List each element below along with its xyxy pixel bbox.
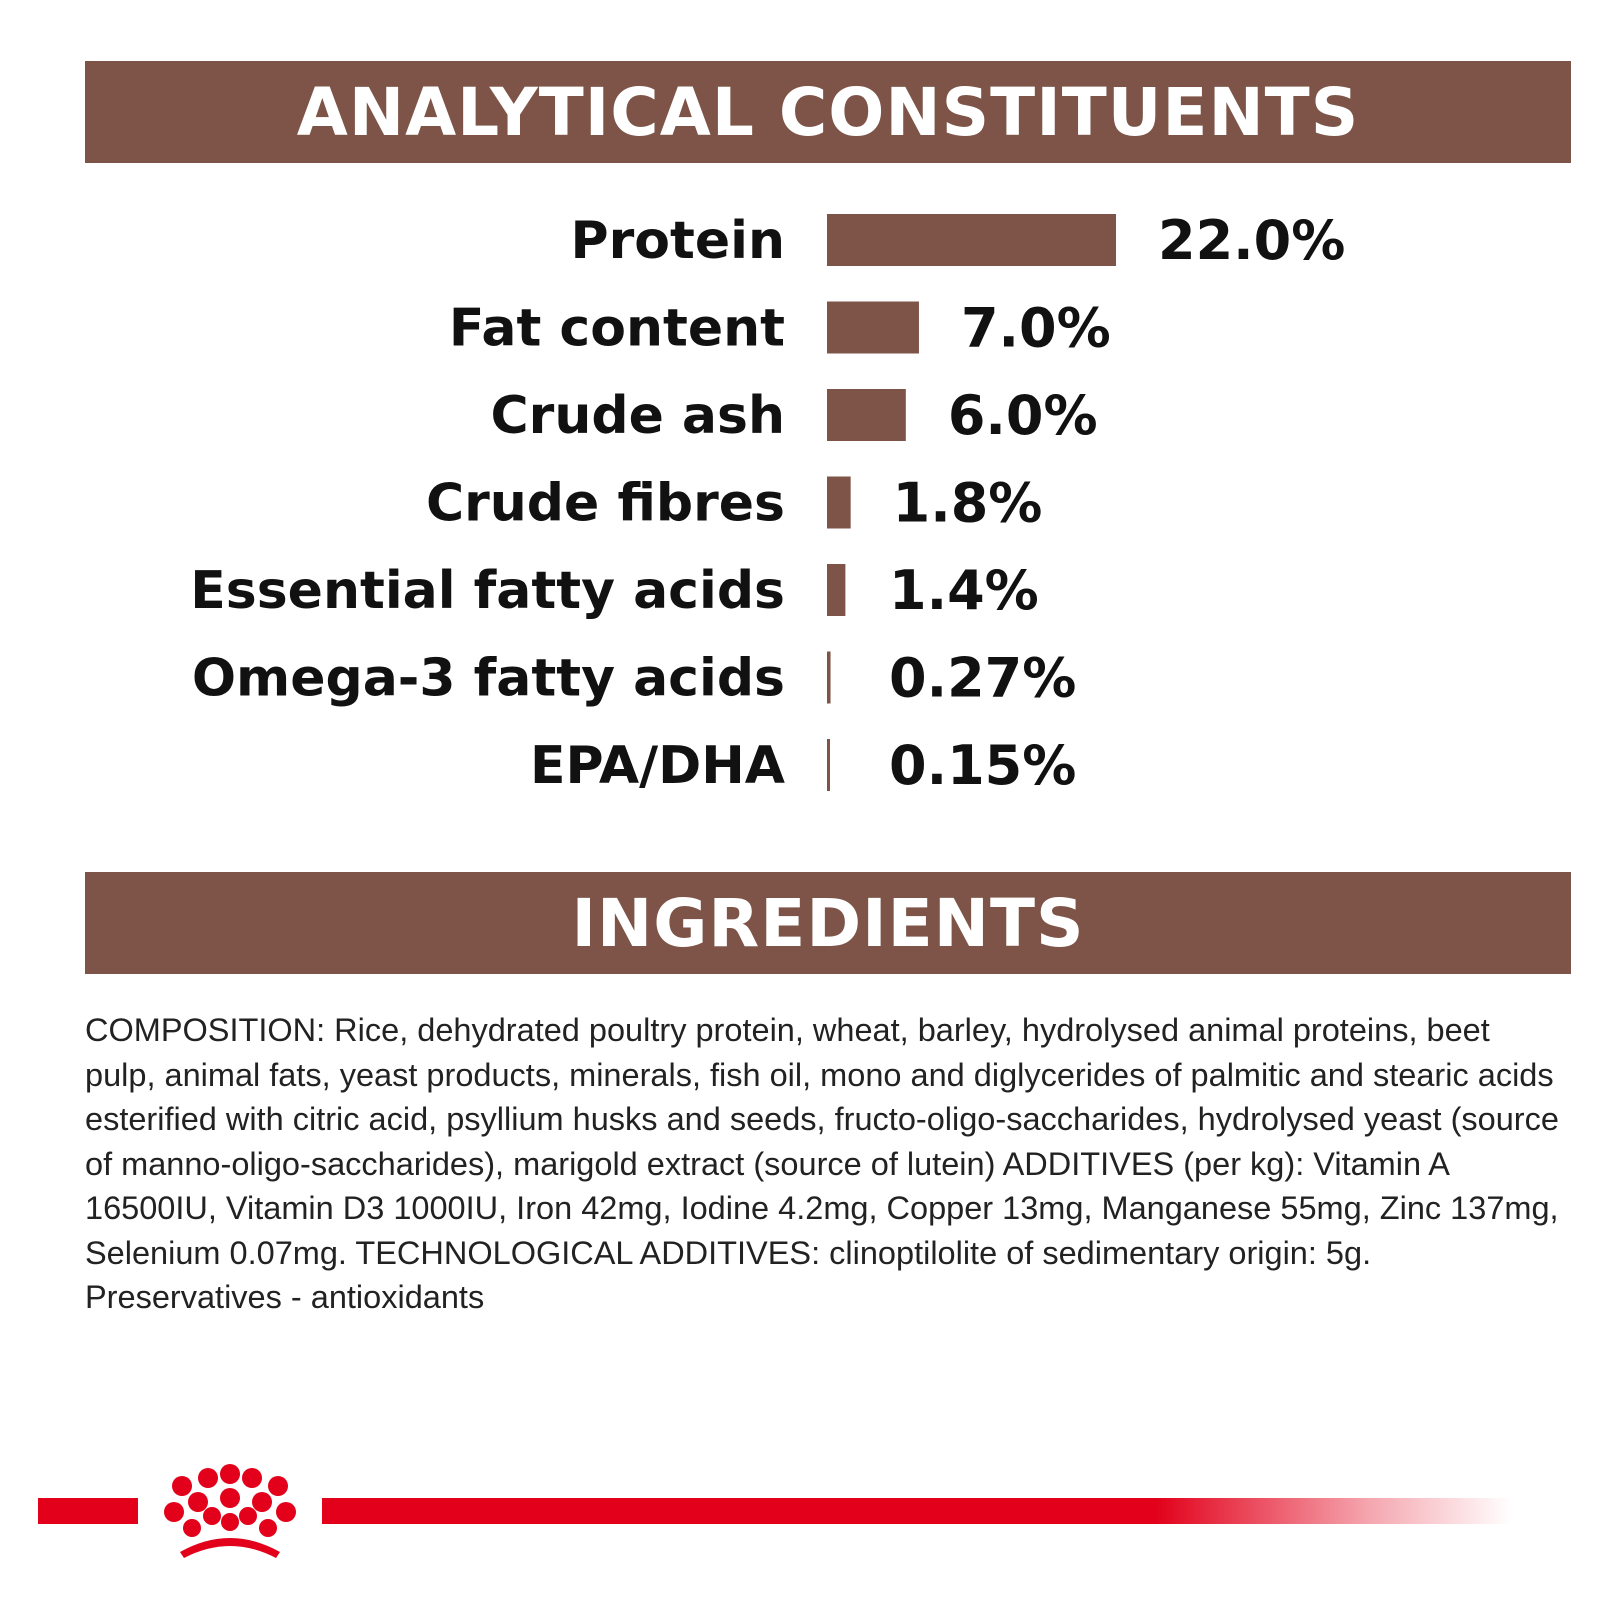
nutrient-label: Protein — [570, 211, 785, 271]
nutrient-label: Omega-3 fatty acids — [191, 648, 785, 709]
nutrient-value-label: 0.15% — [889, 734, 1077, 797]
composition-text: COMPOSITION: Rice, dehydrated poultry protein, wheat, barley, hydrolysed animal proteins, beet pulp, animal fats, yeast products, minerals, fish oil, mono and diglycerides of palmitic and stearic acids esterified with citric acid, psyllium husks and seeds, fructo-oligo-saccharides, hydrolysed yeast (source of manno-oligo-saccharides), marigold extract (source of lutein) ADDITIVES (per kg): Vitamin A 16500IU, Vitamin D3 1000IU, Iron 42mg, Iodine 4.2mg, Copper 13mg, Manganese 55mg, Zinc 137mg, Selenium 0.07mg. TECHNOLOGICAL ADDITIVES: clinoptilolite of sedimentary origin: 5g. Preservatives - antioxidants — [85, 1012, 1559, 1315]
nutrient-bar — [827, 477, 851, 529]
nutrient-bar — [827, 564, 845, 616]
nutrient-label: EPA/DHA — [529, 736, 785, 796]
brand-footer — [0, 1450, 1600, 1570]
nutrient-value-label: 6.0% — [947, 384, 1098, 447]
analytical-constituents-title: ANALYTICAL CONSTITUENTS — [296, 73, 1360, 151]
nutrient-bar — [827, 652, 831, 704]
analytical-constituents-chart — [0, 190, 1600, 830]
nutrient-label: Essential fatty acids — [190, 561, 785, 621]
royal-canin-crown-icon — [150, 1458, 310, 1558]
analytical-constituents-banner — [85, 61, 1571, 163]
nutrient-value-label: 0.27% — [889, 646, 1077, 710]
nutrient-bar — [827, 739, 830, 791]
nutrient-label: Crude fibres — [425, 473, 785, 534]
nutrient-label: Crude ash — [490, 386, 785, 446]
brand-line-left — [38, 1498, 138, 1524]
nutrient-bar — [827, 389, 906, 441]
nutrient-value-label: 7.0% — [960, 296, 1111, 360]
nutrient-value-label: 1.4% — [889, 559, 1039, 622]
nutrient-value-label: 22.0% — [1158, 209, 1346, 272]
ingredients-banner — [85, 872, 1571, 974]
ingredients-title: INGREDIENTS — [571, 884, 1085, 962]
nutrient-label: Fat content — [448, 298, 785, 359]
brand-line-right — [322, 1498, 1512, 1524]
nutrient-value-label: 1.8% — [892, 471, 1043, 535]
nutrient-bar — [827, 302, 919, 354]
nutrient-bar — [827, 214, 1116, 266]
